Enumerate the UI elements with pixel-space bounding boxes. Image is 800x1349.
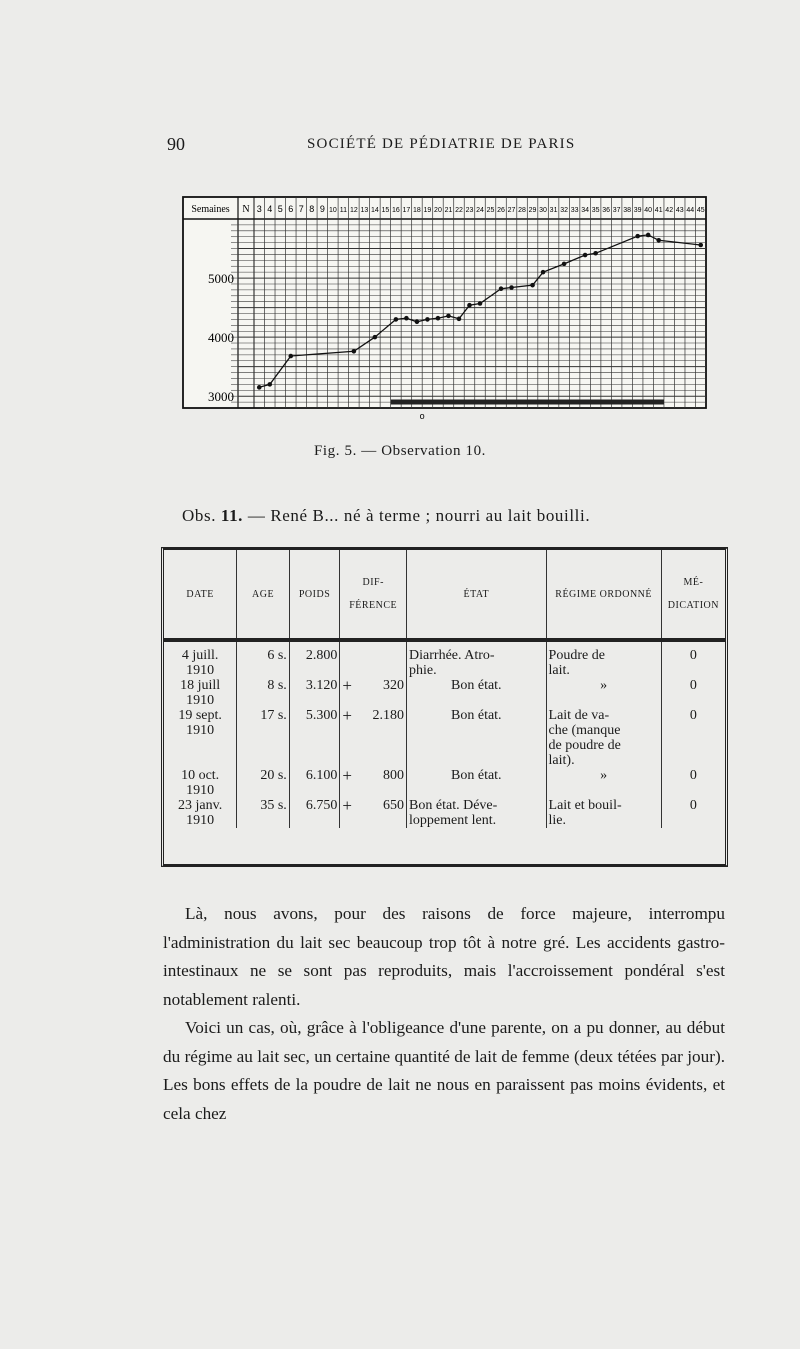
col-header-difference [340, 550, 407, 640]
cell-age-text: 8 s. [267, 678, 287, 693]
cell-difference [340, 768, 407, 798]
table-row [164, 798, 725, 828]
cell-date-line: 1910 [186, 723, 215, 738]
cell-age [237, 768, 290, 798]
cell-regime [546, 678, 661, 708]
col-header-medication [661, 550, 725, 640]
observation-label: Obs. [182, 506, 217, 525]
week-label: 40 [644, 207, 653, 214]
cell-date-line: 1910 [186, 693, 215, 708]
cell-age [237, 678, 290, 708]
cell-poids-text: 2.800 [305, 648, 338, 663]
cell-poids [289, 708, 340, 768]
week-label: 10 [328, 207, 337, 214]
weight-data-point [457, 317, 462, 322]
week-label: 9 [319, 204, 325, 214]
y-tick-label: 5000 [208, 271, 234, 287]
cell-regime-line: lait. [548, 663, 570, 678]
week-label: 33 [570, 207, 579, 214]
cell-etat [407, 648, 546, 678]
cell-difference [340, 708, 407, 768]
col-header-age: AGE [237, 550, 290, 640]
cell-regime-line: » [600, 768, 608, 783]
week-label: 35 [591, 207, 600, 214]
week-label: 5 [277, 204, 283, 214]
col-header-regime: RÉGIME ORDONNÉ [546, 550, 661, 640]
week-label: 28 [518, 207, 526, 214]
cell-sign: + [342, 766, 352, 785]
cell-date-line: 18 juill [180, 678, 221, 693]
cell-regime [546, 648, 661, 678]
cell-date-line: 23 janv. [178, 798, 223, 813]
cell-date [164, 798, 237, 828]
week-label: 36 [602, 207, 611, 214]
cell-difference [340, 648, 407, 678]
cell-regime-line: che (manque [548, 723, 621, 738]
cell-medication [661, 798, 725, 828]
weight-data-point [446, 314, 451, 319]
cell-poids [289, 648, 340, 678]
week-label: 43 [675, 207, 684, 214]
cell-etat-line: loppement lent. [409, 813, 497, 828]
week-label: 34 [581, 207, 590, 214]
cell-date [164, 768, 237, 798]
week-label: 24 [476, 207, 484, 214]
col-header-date: DATE [164, 550, 237, 640]
weight-data-point [509, 285, 514, 290]
col-header-etat: ÉTAT [407, 550, 546, 640]
cell-difference [340, 678, 407, 708]
week-label: 12 [349, 207, 358, 214]
cell-date [164, 678, 237, 708]
week-label: 22 [455, 207, 463, 214]
cell-date [164, 648, 237, 678]
week-label: 27 [507, 207, 516, 214]
weight-data-point [425, 317, 430, 322]
cell-poids [289, 798, 340, 828]
cell-date-line: 10 oct. [181, 768, 220, 783]
cell-regime [546, 708, 661, 768]
y-tick-label: 4000 [208, 330, 234, 346]
cell-regime-line: Poudre de [548, 648, 605, 663]
cell-diff: 650 [383, 798, 405, 813]
week-label: 7 [298, 204, 304, 214]
table-body [164, 640, 725, 828]
paragraph: Voici un cas, où, grâce à l'obligeance d'une parente, on a pu donner, au début du régime au lait sec, un certaine quantité de lait de femme (deux tétées par jour). Les bons effets de la poudre de lait ne nous en paraissent pas moins évidents, et cela chez [163, 1018, 725, 1123]
cell-poids-text: 6.100 [305, 768, 338, 783]
cell-etat [407, 708, 546, 768]
cell-etat-line: phie. [409, 663, 437, 678]
cell-medication-text: 0 [689, 708, 697, 723]
week-label: 16 [392, 207, 400, 214]
cell-etat [407, 678, 546, 708]
week-label: 26 [497, 207, 505, 214]
week-label: 41 [654, 207, 663, 214]
cell-diff: 2.180 [372, 708, 405, 723]
week-label: 39 [633, 207, 642, 214]
cell-regime-line: Lait et bouil- [548, 798, 622, 813]
observation-line [182, 506, 590, 526]
week-label: 30 [539, 207, 547, 214]
col-header-difference-line1: DIF- [362, 577, 384, 588]
weight-data-point [562, 262, 567, 267]
weight-data-point [698, 243, 703, 248]
week-label: 19 [423, 207, 432, 214]
week-label: 13 [360, 207, 369, 214]
week-label: 14 [370, 207, 379, 214]
weight-data-point [635, 234, 640, 239]
cell-difference [340, 798, 407, 828]
weight-data-point [467, 303, 472, 308]
week-label: 37 [612, 207, 621, 214]
table-row [164, 708, 725, 768]
cell-etat-line: Bon état. [451, 768, 502, 783]
cell-date [164, 708, 237, 768]
weight-data-point [267, 382, 272, 387]
weight-data-point [656, 238, 661, 243]
week-label: 42 [665, 207, 674, 214]
week-label: 11 [339, 207, 347, 214]
body-text [163, 900, 725, 1128]
col-header-poids: POIDS [289, 550, 340, 640]
chart-frame [183, 197, 706, 408]
cell-poids [289, 678, 340, 708]
cell-age-text: 35 s. [260, 798, 287, 813]
week-label: 6 [288, 204, 294, 214]
col-header-medication-line2: DICATION [667, 600, 719, 611]
cell-poids-text: 3.120 [305, 678, 338, 693]
treatment-bar [391, 400, 664, 405]
week-label: 18 [413, 207, 421, 214]
weight-data-point [583, 253, 588, 258]
cell-regime-line: de poudre de [548, 738, 621, 753]
week-label: 23 [465, 207, 474, 214]
col-header-difference-line2: FÉRENCE [349, 600, 398, 611]
cell-regime-line: lait). [548, 753, 575, 768]
observation-text: — René B... né à terme ; nourri au lait bouilli. [247, 506, 591, 525]
paragraph: Là, nous avons, pour des raisons de force majeure, interrompu l'administration du lait sec beaucoup trop tôt à notre gré. Les accidents gastro-intestinaux ne se sont pas reproduits, mais l'accroissement pondéral s'est notablement ralenti. [163, 904, 725, 1009]
chart-n-label: N [242, 204, 250, 215]
page-number: 90 [167, 134, 185, 154]
cell-medication-text: 0 [689, 768, 697, 783]
weight-data-point [288, 354, 293, 359]
weight-data-point [415, 319, 420, 324]
cell-medication [661, 648, 725, 678]
cell-date-line: 1910 [186, 663, 215, 678]
cell-age-text: 20 s. [260, 768, 287, 783]
week-label: 38 [623, 207, 632, 214]
weight-data-point [499, 286, 504, 291]
table-row [164, 678, 725, 708]
cell-sign: + [342, 796, 352, 815]
cell-etat-line: Bon état. [451, 708, 502, 723]
cell-medication-text: 0 [689, 648, 697, 663]
cell-etat-line: Diarrhée. Atro- [409, 648, 495, 663]
cell-medication [661, 678, 725, 708]
cell-regime-line: lie. [548, 813, 567, 828]
cell-date-line: 19 sept. [178, 708, 222, 723]
week-label: 3 [256, 204, 262, 214]
weight-data-point [541, 270, 546, 275]
weight-data-point [478, 301, 483, 306]
weight-data-point [593, 251, 598, 256]
cell-sign: + [342, 676, 352, 695]
cell-age-text: 6 s. [267, 648, 287, 663]
chart-marker: o [419, 411, 425, 421]
cell-date-line: 1910 [186, 813, 215, 828]
col-header-medication-line1: MÉ- [683, 577, 704, 588]
cell-medication [661, 768, 725, 798]
cell-date-line: 4 juill. [181, 648, 219, 663]
weight-data-point [352, 349, 357, 354]
cell-regime-line: Lait de va- [548, 708, 610, 723]
cell-sign: + [342, 706, 352, 725]
weight-data-point [394, 317, 399, 322]
cell-poids-text: 5.300 [305, 708, 338, 723]
weight-data-point [436, 316, 441, 321]
cell-regime [546, 768, 661, 798]
cell-poids [289, 768, 340, 798]
cell-etat [407, 768, 546, 798]
chart-header-label: Semaines [191, 204, 230, 215]
cell-medication [661, 708, 725, 768]
week-label: 29 [528, 207, 537, 214]
weight-data-point [373, 335, 378, 340]
week-label: 31 [549, 207, 558, 214]
weight-chart [182, 196, 708, 421]
table-row [164, 648, 725, 678]
observation-table [161, 547, 728, 867]
y-tick-label: 3000 [208, 389, 234, 405]
cell-age [237, 648, 290, 678]
weight-data-point [530, 283, 535, 288]
cell-poids-text: 6.750 [305, 798, 338, 813]
week-label: 20 [434, 207, 442, 214]
cell-etat-line: Bon état. Déve- [409, 798, 498, 813]
observation-number: 11. [220, 506, 244, 525]
week-label: 45 [696, 207, 705, 214]
figure-caption: Fig. 5. — Observation 10. [313, 443, 487, 459]
cell-diff: 800 [383, 768, 405, 783]
week-label: 17 [402, 207, 411, 214]
weight-data-point [257, 385, 262, 390]
week-label: 15 [381, 207, 390, 214]
week-label: 8 [309, 204, 315, 214]
week-label: 4 [267, 204, 273, 214]
weight-data-point [404, 316, 409, 321]
running-head: SOCIÉTÉ DE PÉDIATRIE DE PARIS [307, 136, 576, 152]
cell-date-line: 1910 [186, 783, 215, 798]
cell-medication-text: 0 [689, 678, 697, 693]
week-label: 21 [444, 207, 453, 214]
cell-medication-text: 0 [689, 798, 697, 813]
cell-etat-line: Bon état. [451, 678, 502, 693]
cell-age [237, 798, 290, 828]
cell-regime-line: » [600, 678, 608, 693]
week-label: 44 [686, 207, 695, 214]
week-label: 25 [486, 207, 495, 214]
cell-regime [546, 798, 661, 828]
cell-age-text: 17 s. [260, 708, 287, 723]
table-row [164, 768, 725, 798]
weight-data-point [646, 233, 651, 238]
cell-etat [407, 798, 546, 828]
cell-age [237, 708, 290, 768]
week-label: 32 [560, 207, 568, 214]
cell-diff: 320 [383, 678, 405, 693]
